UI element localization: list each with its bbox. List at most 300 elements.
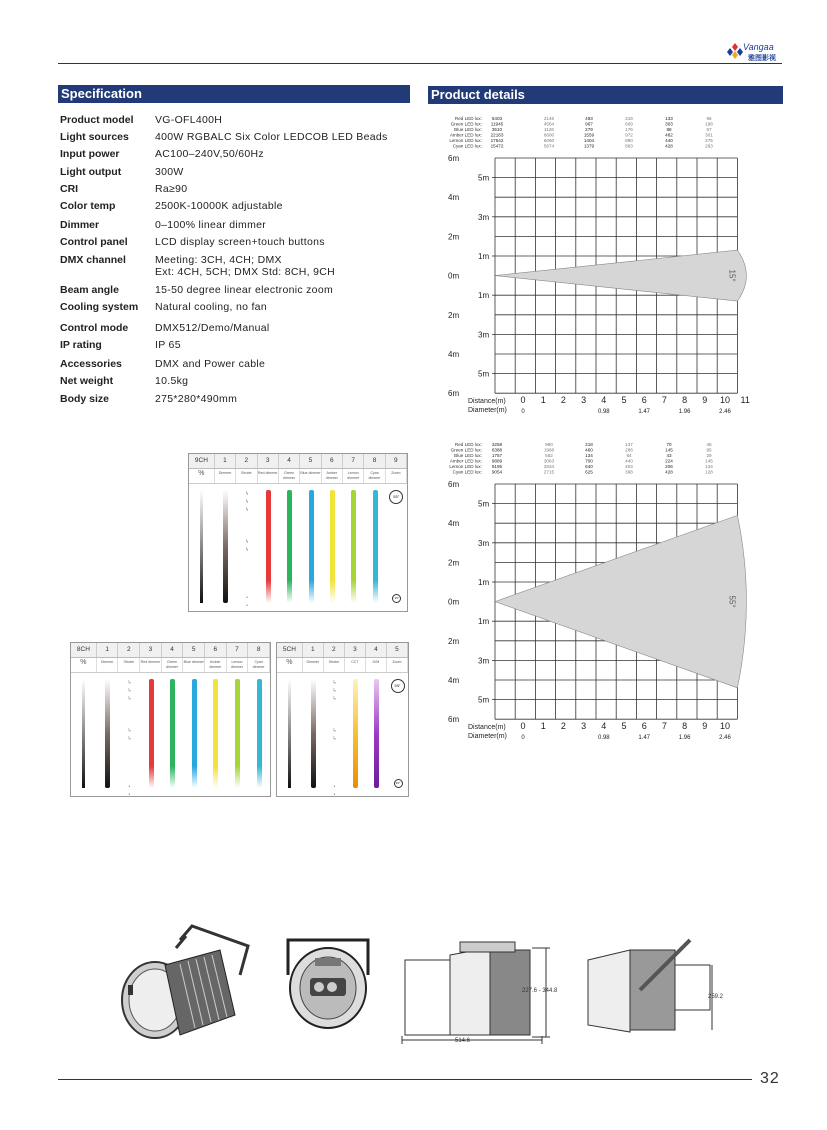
- color-dimmer-bar: [351, 490, 356, 603]
- y-axis-label: 3m: [478, 330, 490, 340]
- diameter-label: Diameter(m): [468, 733, 507, 741]
- diameter-tick: 0: [521, 735, 525, 742]
- y-axis-label: 2m: [448, 636, 460, 646]
- lux-value: 15472: [490, 143, 504, 149]
- spec-value: [155, 148, 425, 160]
- spec-value: [155, 254, 425, 278]
- lux-value: 43: [666, 453, 672, 458]
- zoom-bottom-circle: 15°: [392, 594, 401, 603]
- y-axis-label: 6m: [448, 154, 460, 163]
- gm-bar: [374, 679, 379, 788]
- lux-value: 303: [665, 121, 673, 127]
- lux-row-label: Green LED lux:: [450, 121, 482, 127]
- channel-function: Strobe: [324, 658, 345, 672]
- lux-value: 17542: [490, 138, 504, 143]
- spec-value: [155, 393, 425, 405]
- lux-value: 286: [625, 447, 633, 453]
- table-subheader: [189, 469, 407, 484]
- beam-angle-label: 55°: [727, 595, 737, 608]
- logo-mark-icon: [726, 43, 744, 59]
- lux-value: 9889: [491, 458, 503, 464]
- channel-number: 6: [205, 643, 227, 657]
- lux-value: 1559: [583, 132, 595, 138]
- spec-value-line: 0–100% linear dimmer: [155, 219, 267, 231]
- spec-value: [155, 358, 425, 370]
- lamp-perspective-photo: [122, 926, 248, 1038]
- y-axis-label: 0m: [448, 271, 460, 281]
- percent-label: %: [189, 469, 215, 483]
- lux-value: 88: [666, 127, 672, 132]
- spec-label: Net weight: [60, 375, 114, 387]
- lux-value: 6060: [543, 138, 555, 143]
- spec-label: Light output: [60, 166, 122, 178]
- spec-label: Beam angle: [60, 284, 119, 296]
- channel-function: Dimmer: [215, 469, 236, 483]
- lux-value: 640: [585, 464, 593, 469]
- spec-value: [155, 114, 425, 126]
- channel-number: 2: [118, 643, 140, 657]
- color-dimmer-bar: [170, 679, 175, 788]
- lux-value: 493: [585, 116, 593, 121]
- table-header: [71, 643, 270, 658]
- spec-value: [155, 200, 425, 212]
- lux-row-label: Cyan LED lux:: [452, 143, 482, 149]
- lux-value: 2146: [543, 116, 555, 121]
- lux-value: 57: [706, 127, 712, 132]
- spec-value-line: AC100–240V,50/60Hz: [155, 148, 264, 160]
- channel-function: Green dimmer: [162, 658, 184, 672]
- lux-row-label: Lemon LED lux:: [449, 464, 482, 469]
- spec-value: [155, 131, 425, 143]
- table-header: [189, 454, 407, 469]
- channel-number: 4: [366, 643, 387, 657]
- y-axis-label: 4m: [448, 676, 460, 685]
- spec-label: Dimmer: [60, 219, 100, 231]
- lux-value: 3258: [491, 442, 503, 447]
- channel-function: Zoom: [386, 469, 407, 483]
- y-axis-label: 4m: [448, 350, 460, 359]
- spec-value-line: 2500K-10000K adjustable: [155, 200, 283, 212]
- distance-tick: 3: [581, 395, 587, 406]
- spec-value: [155, 322, 425, 334]
- lux-value: 482: [665, 132, 673, 138]
- distance-tick: 9: [702, 721, 708, 732]
- lux-value: 428: [665, 469, 673, 475]
- lux-value: 224: [665, 458, 673, 464]
- lux-value: 700: [585, 458, 593, 464]
- color-dimmer-bar: [373, 490, 378, 603]
- spec-value-line: 15-50 degree linear electronic zoom: [155, 284, 334, 296]
- channel-function: Cyan dimmer: [248, 658, 270, 672]
- table-header: [277, 643, 408, 658]
- y-axis-label: 1m: [478, 578, 490, 587]
- y-axis-label: 3m: [478, 538, 490, 548]
- strobe-symbols: ϟ ϟ ϟ ϟ ϟ • •: [333, 680, 336, 798]
- channel-mode-name: 8CH: [71, 643, 97, 657]
- specification-title: Specification: [58, 85, 410, 103]
- zoom-top-circle: 55°: [391, 679, 405, 693]
- diameter-tick: 1.47: [638, 735, 651, 742]
- lux-row-label: Amber LED lux:: [449, 458, 482, 464]
- logo-cn-text: 雅图影视: [748, 55, 776, 62]
- lux-value: 275: [705, 138, 713, 143]
- distance-tick: 8: [682, 395, 688, 406]
- beam-cone: [495, 250, 746, 301]
- spec-value-line: LCD display screen+touch buttons: [155, 236, 325, 248]
- lux-value: 440: [625, 458, 633, 464]
- channel-number: 2: [236, 454, 257, 468]
- diameter-tick: 0.98: [597, 735, 610, 742]
- lux-row-label: Red LED lux:: [454, 116, 482, 121]
- lux-value: 980: [545, 442, 553, 447]
- lux-value: 972: [625, 132, 633, 138]
- color-dimmer-bar: [149, 679, 154, 788]
- lux-value: 301: [705, 132, 713, 138]
- spec-value: [155, 375, 425, 387]
- percent-label: %: [71, 658, 97, 672]
- spec-value-line: 10.5kg: [155, 375, 189, 387]
- spec-value-line: 300W: [155, 166, 184, 178]
- channel-number: 3: [345, 643, 366, 657]
- spec-value: [155, 236, 425, 248]
- distance-tick: 0: [520, 395, 526, 406]
- distance-tick: 6: [641, 721, 647, 732]
- y-axis-label: 1m: [478, 252, 490, 261]
- zoom-bottom-circle: 15°: [394, 779, 403, 788]
- distance-tick: 3: [581, 721, 587, 732]
- beam-cone: [495, 515, 746, 687]
- spec-value-line: IP 65: [155, 339, 181, 351]
- dim-width-label: 514.6: [455, 1038, 471, 1044]
- distance-tick: 10: [719, 395, 731, 406]
- percent-scale: [200, 490, 203, 603]
- lux-value: 95: [706, 447, 712, 453]
- table-subheader: [277, 658, 408, 673]
- lux-value: 460: [585, 447, 593, 453]
- channel-table-9ch: [188, 453, 408, 612]
- beam-angle-label: 15°: [727, 269, 737, 282]
- header-rule: [58, 63, 782, 64]
- lux-value: 398: [625, 469, 633, 475]
- diameter-tick: 0: [521, 409, 525, 416]
- lux-value: 967: [585, 121, 593, 127]
- lux-value: 1404: [583, 138, 595, 143]
- lamp-back-photo: [288, 940, 368, 1028]
- spec-label: Body size: [60, 393, 110, 405]
- channel-function: Green dimmer: [279, 469, 300, 483]
- cct-bar: [353, 679, 358, 788]
- lux-value: 128: [705, 469, 713, 475]
- channel-number: 5: [300, 454, 321, 468]
- y-axis-label: 6m: [448, 389, 460, 399]
- distance-label: Distance(m): [468, 724, 506, 732]
- channel-function: Zoom: [387, 658, 408, 672]
- lux-value: 6388: [491, 447, 503, 453]
- lux-value: 145: [705, 458, 713, 464]
- spec-value-line: 275*280*490mm: [155, 393, 238, 405]
- spec-label: DMX channel: [60, 254, 126, 266]
- color-dimmer-bar: [213, 679, 218, 788]
- lux-value: 176: [625, 127, 633, 132]
- channel-function: CCT: [345, 658, 366, 672]
- dimmer-bar: [105, 679, 110, 788]
- percent-label: %: [277, 658, 303, 672]
- channel-function: Strobe: [118, 658, 140, 672]
- lux-row-label: Green LED lux:: [450, 447, 482, 453]
- distance-tick: 7: [661, 721, 667, 732]
- distance-tick: 2: [560, 395, 566, 406]
- diameter-tick: 2.46: [719, 735, 731, 742]
- spec-label: Input power: [60, 148, 120, 160]
- color-dimmer-bar: [309, 490, 314, 603]
- footer-rule: [58, 1079, 752, 1080]
- zoom-indicator: [389, 679, 406, 788]
- y-axis-label: 2m: [448, 232, 460, 242]
- spec-value: [155, 284, 425, 296]
- dim-side-label: 259.2: [708, 994, 724, 1000]
- channel-number: 7: [227, 643, 249, 657]
- table-subheader: [71, 658, 270, 673]
- brand-logo: [726, 41, 786, 65]
- distance-tick: 10: [719, 721, 731, 732]
- lux-value: 9195: [491, 464, 503, 469]
- color-dimmer-bar: [330, 490, 335, 603]
- lamp-side-drawing-2: [588, 940, 712, 1032]
- lux-value: 2715: [543, 469, 555, 475]
- channel-number: 5: [387, 643, 408, 657]
- channel-function: Lemon dimmer: [343, 469, 364, 483]
- channel-function: Red dimmer: [258, 469, 279, 483]
- color-dimmer-bar: [287, 490, 292, 603]
- lux-value: 6600: [543, 132, 555, 138]
- lux-value: 1126: [544, 127, 554, 132]
- beam-chart-15deg: [440, 110, 770, 420]
- channel-number: 7: [343, 454, 364, 468]
- spec-value-line: DMX512/Demo/Manual: [155, 322, 270, 334]
- lux-value: 9054: [491, 469, 503, 475]
- lux-value: 22183: [490, 132, 504, 138]
- distance-tick: 1: [540, 721, 546, 732]
- lux-row-label: Red LED lux:: [454, 442, 482, 447]
- y-axis-label: 0m: [448, 597, 460, 607]
- distance-tick: 9: [702, 395, 708, 406]
- spec-label: Color temp: [60, 200, 116, 212]
- channel-function: Amber dimmer: [322, 469, 343, 483]
- lux-value: 428: [665, 143, 673, 149]
- spec-label: CRI: [60, 183, 79, 195]
- y-axis-label: 3m: [478, 212, 490, 222]
- lux-value: 562: [545, 453, 553, 458]
- lux-value: 46: [706, 442, 712, 447]
- lux-value: 198: [705, 121, 713, 127]
- y-axis-label: 2m: [448, 558, 460, 568]
- channel-function: Blue dimmer: [300, 469, 321, 483]
- channel-number: 1: [215, 454, 236, 468]
- channel-function: Red dimmer: [140, 658, 162, 672]
- lux-value: 137: [625, 442, 633, 447]
- spec-value: [155, 339, 425, 351]
- spec-label: Accessories: [60, 358, 122, 370]
- channel-number: 3: [258, 454, 279, 468]
- distance-tick: 7: [661, 395, 667, 406]
- channel-number: 3: [140, 643, 162, 657]
- channel-table-8ch: [70, 642, 271, 797]
- spec-label: IP rating: [60, 339, 102, 351]
- lux-value: 134: [705, 464, 713, 469]
- lux-value: 1757: [491, 453, 503, 458]
- channel-function: Lemon dimmer: [227, 658, 249, 672]
- color-dimmer-bar: [266, 490, 271, 603]
- lux-value: 403: [625, 464, 633, 469]
- percent-scale: [288, 679, 291, 788]
- diameter-tick: 1.96: [678, 735, 691, 742]
- y-axis-label: 5m: [478, 499, 490, 509]
- dimmer-bar: [223, 490, 228, 603]
- channel-function: Blue dimmer: [183, 658, 205, 672]
- channel-number: 8: [364, 454, 385, 468]
- lux-value: 890: [625, 138, 633, 143]
- spec-label: Product model: [60, 114, 134, 126]
- lux-row-label: Lemon LED lux:: [449, 138, 482, 143]
- channel-function: Cyan dimmer: [364, 469, 385, 483]
- dim-height-label: 227.6 - 344.8: [522, 988, 558, 994]
- spec-value: [155, 301, 425, 313]
- lux-row-label: Blue LED lux:: [454, 127, 482, 132]
- lux-row-label: Blue LED lux:: [454, 453, 482, 458]
- distance-tick: 8: [682, 721, 688, 732]
- y-axis-label: 6m: [448, 715, 460, 725]
- diameter-label: Diameter(m): [468, 407, 507, 415]
- y-axis-label: 5m: [478, 173, 490, 183]
- y-axis-label: 2m: [448, 310, 460, 320]
- spec-value: [155, 166, 425, 178]
- distance-tick: 4: [601, 721, 607, 732]
- spec-value-line: 400W RGBALC Six Color LEDCOB LED Beads: [155, 131, 388, 143]
- logo-text: Vangaa: [743, 42, 774, 52]
- lux-value: 1968: [543, 447, 555, 453]
- channel-number: 4: [162, 643, 184, 657]
- lux-value: 29: [706, 453, 712, 458]
- lux-value: 70: [666, 442, 672, 447]
- channel-number: 8: [248, 643, 270, 657]
- lux-value: 5874: [543, 143, 555, 149]
- spec-value: [155, 219, 425, 231]
- channel-function: G/M: [366, 658, 387, 672]
- product-drawings: [110, 920, 730, 1050]
- lux-value: 3063: [543, 458, 555, 464]
- channel-number: 2: [324, 643, 345, 657]
- dimmer-bar: [311, 679, 316, 788]
- beam-chart-55deg: [440, 436, 770, 748]
- spec-label: Control panel: [60, 236, 128, 248]
- spec-value-line: DMX and Power cable: [155, 358, 266, 370]
- lux-value: 1379: [583, 143, 595, 149]
- lux-value: 625: [585, 469, 593, 475]
- color-dimmer-bar: [192, 679, 197, 788]
- channel-number: 1: [97, 643, 119, 657]
- channel-function: Amber dimmer: [205, 658, 227, 672]
- spec-value: [155, 183, 425, 195]
- lux-value: 319: [625, 116, 633, 121]
- diameter-tick: 1.96: [678, 409, 691, 416]
- product-details-title: Product details: [428, 86, 783, 104]
- diameter-tick: 1.47: [638, 409, 651, 416]
- distance-tick: 11: [740, 395, 750, 406]
- page-number: 32: [760, 1070, 780, 1087]
- distance-tick: 4: [601, 395, 607, 406]
- distance-tick: 5: [621, 721, 627, 732]
- lux-value: 133: [665, 116, 673, 121]
- spec-value-line: Ext: 4CH, 5CH; DMX Std: 8CH, 9CH: [155, 266, 335, 278]
- spec-value-line: Meeting: 3CH, 4CH; DMX: [155, 254, 282, 266]
- y-axis-label: 5m: [478, 695, 490, 705]
- channel-function: Strobe: [236, 469, 257, 483]
- y-axis-label: 3m: [478, 656, 490, 666]
- spec-value-line: Natural cooling, no fan: [155, 301, 267, 313]
- strobe-symbols: ϟ ϟ ϟ ϟ ϟ • •: [128, 680, 131, 798]
- lux-value: 2834: [543, 464, 555, 469]
- zoom-top-circle: 55°: [389, 490, 403, 504]
- channel-mode-name: 9CH: [189, 454, 215, 468]
- lux-value: 440: [665, 138, 673, 143]
- spec-value-line: VG-OFL400H: [155, 114, 223, 126]
- spec-label: Control mode: [60, 322, 129, 334]
- lux-row-label: Amber LED lux:: [449, 132, 482, 138]
- distance-tick: 0: [520, 721, 526, 732]
- lux-value: 279: [585, 127, 593, 132]
- channel-function: Dimmer: [97, 658, 119, 672]
- lux-value: 263: [705, 143, 713, 149]
- lux-value: 4564: [543, 121, 555, 127]
- lux-value: 206: [665, 464, 673, 469]
- distance-tick: 5: [621, 395, 627, 406]
- lux-value: 84: [626, 453, 632, 458]
- lux-value: 11945: [490, 121, 504, 127]
- lux-value: 3510: [491, 127, 503, 132]
- lux-value: 883: [625, 143, 633, 149]
- y-axis-label: 1m: [478, 291, 490, 301]
- y-axis-label: 5m: [478, 369, 490, 379]
- channel-mode-name: 5CH: [277, 643, 303, 657]
- color-dimmer-bar: [235, 679, 240, 788]
- channel-number: 6: [322, 454, 343, 468]
- percent-scale: [82, 679, 85, 788]
- color-dimmer-bar: [257, 679, 262, 788]
- distance-tick: 1: [540, 395, 546, 406]
- y-axis-label: 4m: [448, 193, 460, 203]
- channel-table-5ch: [276, 642, 409, 797]
- lux-value: 96: [706, 116, 712, 121]
- lux-value: 145: [665, 447, 673, 453]
- channel-function: Dimmer: [303, 658, 324, 672]
- lux-value: 609: [625, 121, 633, 127]
- spec-value-line: Ra≥90: [155, 183, 188, 195]
- distance-label: Distance(m): [468, 398, 506, 406]
- y-axis-label: 6m: [448, 480, 460, 489]
- lux-value: 6403: [491, 116, 503, 121]
- lux-row-label: Cyan LED lux:: [452, 469, 482, 475]
- channel-number: 5: [183, 643, 205, 657]
- lux-value: 218: [585, 442, 593, 447]
- diameter-tick: 0.98: [597, 409, 610, 416]
- distance-tick: 6: [641, 395, 647, 406]
- diameter-tick: 2.46: [719, 409, 731, 416]
- lux-value: 134: [585, 453, 593, 458]
- y-axis-label: 1m: [478, 617, 490, 627]
- strobe-symbols: ϟ ϟ ϟ ϟ ϟ • •: [245, 491, 249, 609]
- spec-label: Light sources: [60, 131, 129, 143]
- channel-number: 1: [303, 643, 324, 657]
